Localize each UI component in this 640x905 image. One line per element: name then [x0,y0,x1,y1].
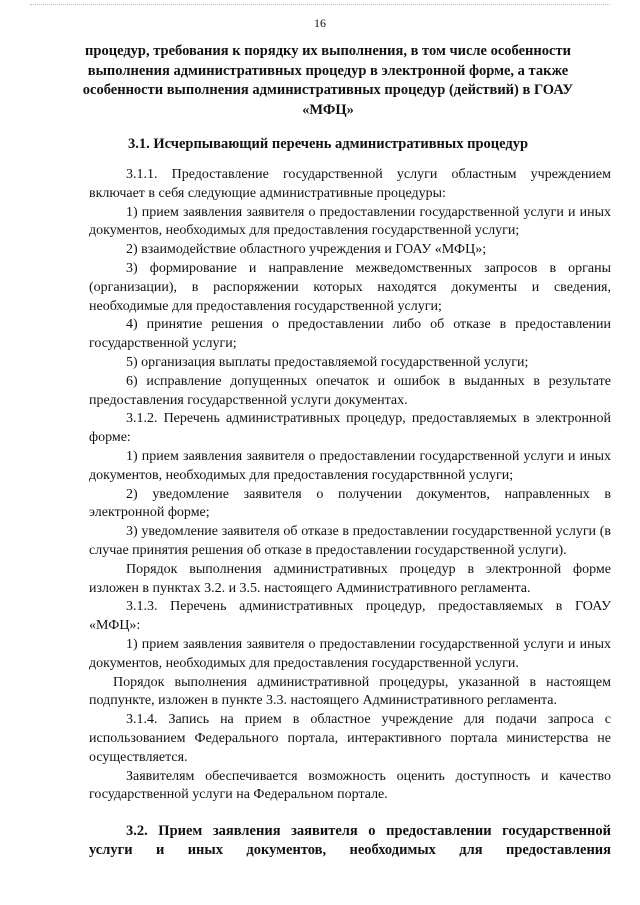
section-title-line: выполнения административных процедур в электронной форме, а также [87,62,569,79]
list-item: 4) принятие решения о предоставлении либо об отказе в предоставлении государственной услуги; [89,317,611,352]
section-title-line: процедур, требования к порядку их выполнения, в том числе особенности [85,43,571,59]
list-item: 2) взаимодействие областного учреждения и ГОАУ «МФЦ»; [126,242,487,258]
scan-artifact-line [30,4,610,9]
paragraph-procedure-order: Порядок выполнения административных процедур в электронной форме изложен в пунктах 3.2. и 3.5. настоящего Административного регламента. [89,561,611,596]
body-text [89,166,611,805]
list-item: 3) формирование и направление межведомственных запросов в органы (организации), в распоряжении которых находятся документы и сведения, необходимые для предоставления государственной услуги; [89,260,611,314]
page-number: 16 [314,16,326,30]
list-item: 1) прием заявления заявителя о предоставлении государственной услуги и иных документов, необходимых для предоставления государственной услуги; [89,204,611,239]
list-item: 1) прием заявления заявителя о предоставлении государственной услуги и иных документов, необходимых для предоставления государствнной услуги; [89,448,611,483]
section-title-line: особенности выполнения административных процедур (действий) в ГОАУ [82,82,574,98]
paragraph-procedure-order-mfc: Порядок выполнения административной процедуры, указанной в настоящем подпункте, изложен в пункте 3.3. настоящего Административного регламента. [89,674,611,709]
paragraph-quality-assessment: Заявителям обеспечивается возможность оценить доступность и качество государственной услуги на Федеральном портале. [89,768,611,803]
subsection-heading-3-1: 3.1. Исчерпывающий перечень административных процедур [127,136,529,152]
paragraph-3-1-3: 3.1.3. Перечень административных процедур, предоставляемых в ГОАУ «МФЦ»: [89,599,611,634]
section-title-line: «МФЦ» [302,101,354,118]
list-item: 1) прием заявления заявителя о предоставлении государственной услуги и иных документов, необходимых для предоставления государственной услуги. [89,636,611,671]
paragraph-3-1-2: 3.1.2. Перечень административных процедур, предоставляемых в электронной форме: [89,411,611,446]
subsection-heading-3-2: 3.2. Прием заявления заявителя о предоставлении государственной услуги и иных документов, необходимых для предоставления [89,823,611,858]
list-item: 3) уведомление заявителя об отказе в предоставлении государственной услуги (в случае принятия решения об отказе в предоставлении государственной услуги). [89,524,611,558]
paragraph-3-1-4: 3.1.4. Запись на прием в областное учреждение для подачи запроса с использованием Федерального портала, интерактивного портала министерства не осуществляется. [89,712,611,765]
list-item: 2) уведомление заявителя о получении документов, направленных в электронной форме; [89,486,611,521]
section-title [60,42,596,120]
list-item: 6) исправление допущенных опечаток и ошибок в выданных в результате предоставления государственной услуги документах. [89,373,611,408]
paragraph-3-1-1: 3.1.1. Предоставление государственной услуги областным учреждением включает в себя следующие административные процедуры: [89,167,611,201]
list-item: 5) организация выплаты предоставляемой государственной услуги; [126,354,529,370]
